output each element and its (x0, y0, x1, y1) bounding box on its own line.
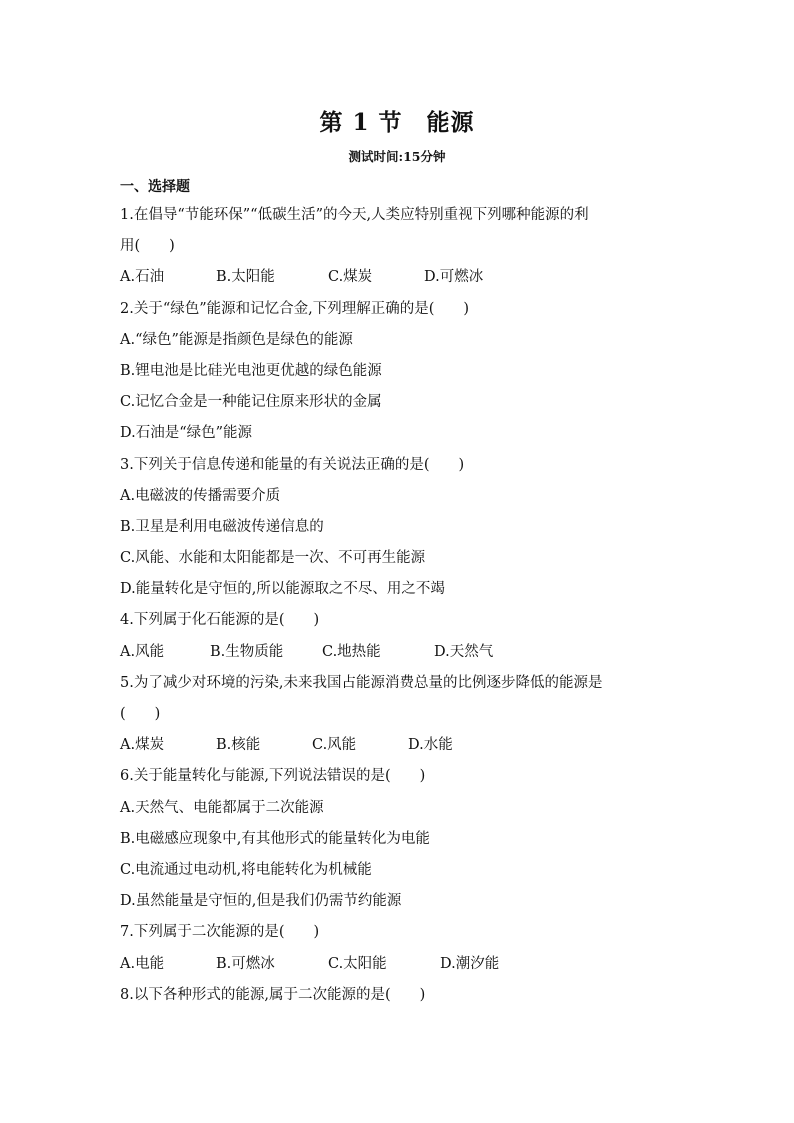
question-list (120, 200, 680, 1011)
option-row (120, 730, 680, 761)
option-text: A.石油 (120, 269, 165, 286)
option-text: B.生物质能 (210, 643, 284, 660)
option-text: D.天然气 (434, 643, 494, 660)
question-line: D.能量转化是守恒的,所以能源取之不尽、用之不竭 (120, 581, 445, 598)
question-line: 7.下列属于二次能源的是( ) (120, 924, 320, 941)
question-line: B.锂电池是比硅光电池更优越的绿色能源 (120, 362, 382, 379)
option-text: D.水能 (408, 737, 453, 754)
option-text: D.可燃冰 (424, 269, 484, 286)
option-text: B.可燃冰 (216, 955, 275, 972)
question-line: C.电流通过电动机,将电能转化为机械能 (120, 861, 372, 878)
question-line: 5.为了减少对环境的污染,未来我国占能源消费总量的比例逐步降低的能源是 (120, 674, 603, 691)
option-text: C.地热能 (322, 643, 381, 660)
question-line: 2.关于“绿色”能源和记忆合金,下列理解正确的是( ) (120, 300, 470, 317)
question-line: ( ) (120, 706, 161, 722)
option-text: D.潮汐能 (440, 955, 500, 972)
test-time: 测试时间:15分钟 (348, 149, 446, 164)
option-text: C.太阳能 (328, 955, 387, 972)
question-line: A.电磁波的传播需要介质 (120, 487, 281, 504)
question-line: 4.下列属于化石能源的是( ) (120, 612, 320, 629)
question-line: B.卫星是利用电磁波传递信息的 (120, 518, 324, 535)
question-line: D.虽然能量是守恒的,但是我们仍需节约能源 (120, 893, 402, 910)
question-line: B.电磁感应现象中,有其他形式的能量转化为电能 (120, 830, 430, 847)
question-line: D.石油是“绿色”能源 (120, 425, 253, 442)
option-text: B.太阳能 (216, 269, 275, 286)
option-row (120, 637, 680, 668)
option-text: C.风能 (312, 737, 357, 754)
question-line: 6.关于能量转化与能源,下列说法错误的是( ) (120, 768, 426, 785)
option-text: B.核能 (216, 737, 261, 754)
question-line: A.“绿色”能源是指颜色是绿色的能源 (120, 331, 353, 348)
question-line: 3.下列关于信息传递和能量的有关说法正确的是( ) (120, 456, 465, 473)
option-row (120, 262, 680, 293)
question-line: C.记忆合金是一种能记住原来形状的金属 (120, 394, 382, 411)
question-line: 8.以下各种形式的能源,属于二次能源的是( ) (120, 986, 426, 1003)
question-line: 用( ) (120, 238, 175, 255)
section-heading: 一、选择题 (120, 179, 190, 195)
option-row (120, 949, 680, 980)
option-text: C.煤炭 (328, 269, 373, 286)
option-text: A.电能 (120, 955, 165, 972)
question-line: A.天然气、电能都属于二次能源 (120, 799, 324, 816)
option-text: A.煤炭 (120, 737, 165, 754)
page-title: 第 1 节 能源 (319, 109, 475, 136)
question-line: 1.在倡导“节能环保”“低碳生活”的今天,人类应特别重视下列哪种能源的利 (120, 207, 589, 223)
question-line: C.风能、水能和太阳能都是一次、不可再生能源 (120, 550, 426, 567)
option-text: A.风能 (120, 643, 165, 660)
